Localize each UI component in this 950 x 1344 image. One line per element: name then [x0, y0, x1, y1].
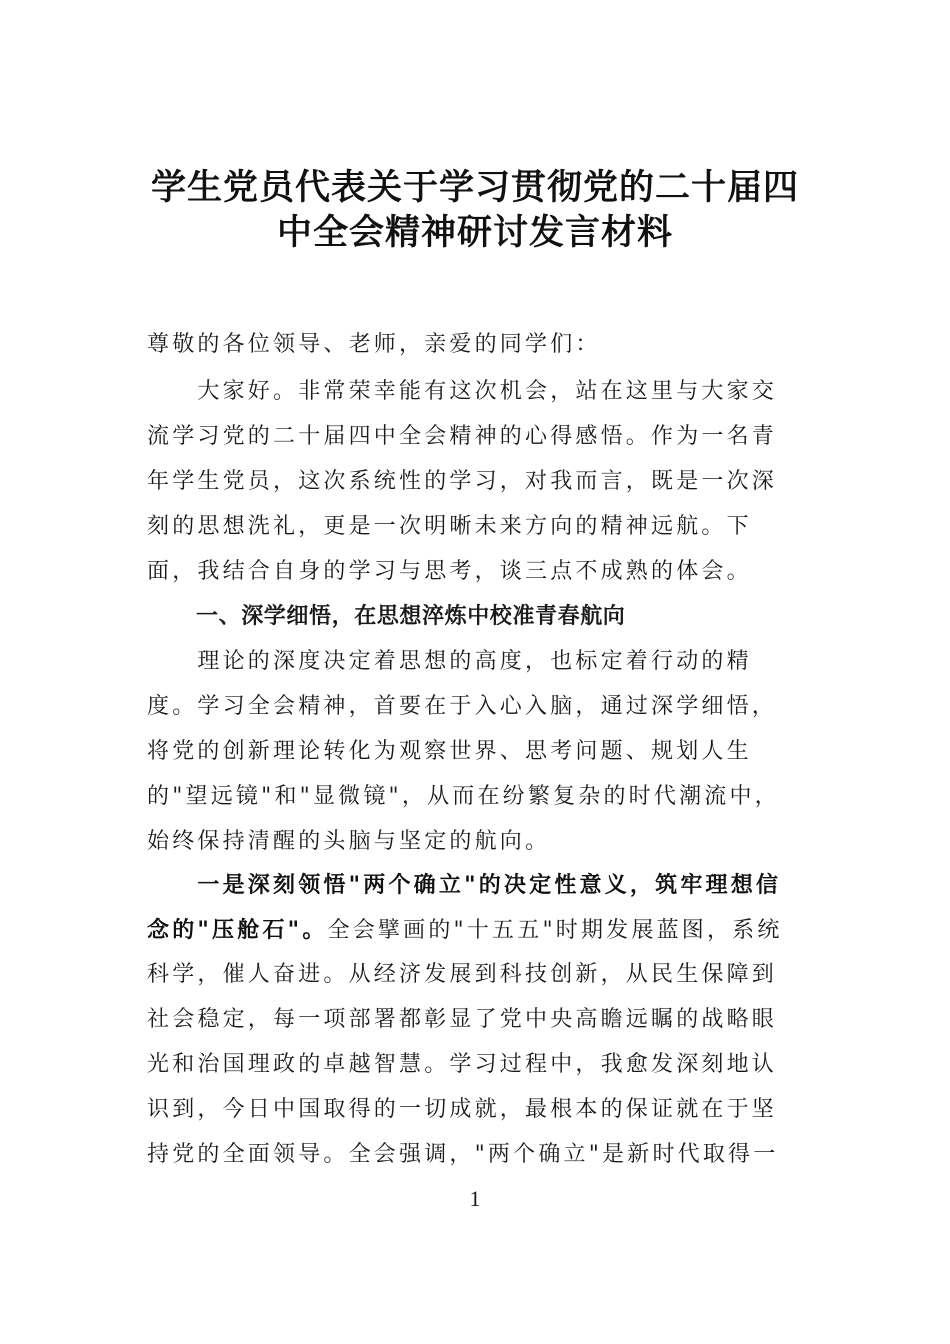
document-title-line-2: 中全会精神研讨发言材料: [276, 213, 673, 253]
intro-line: 大家好。非常荣幸能有这次机会，站在这里与大家交: [147, 379, 778, 404]
salutation: 尊敬的各位领导、老师，亲爱的同学们：: [147, 332, 601, 357]
section-1-line: 理论的深度决定着思想的高度，也标定着行动的精: [147, 649, 752, 674]
intro-line: 面，我结合自身的学习与思考，谈三点不成熟的体会。: [147, 559, 752, 584]
intro-line: 刻的思想洗礼，更是一次明晰未来方向的精神远航。下: [147, 514, 752, 539]
point-1-line: 识到，今日中国取得的一切成就，最根本的保证就在于坚: [147, 1097, 778, 1122]
point-1-line: 社会稳定，每一项部署都彰显了党中央高瞻远瞩的战略眼: [147, 1007, 778, 1032]
document-title-line-1: 学生党员代表关于学习贯彻党的二十届四: [150, 168, 799, 208]
section-1-line: 度。学习全会精神，首要在于入心入脑，通过深学细悟，: [147, 694, 778, 719]
point-1-line-2: [147, 915, 787, 946]
point-1-lead-rest: 全会擘画的"十五五"时期发展蓝图，系统: [327, 918, 783, 943]
point-1-line: 科学，催人奋进。从经济发展到科技创新，从民生保障到: [147, 962, 778, 987]
intro-line: 流学习党的二十届四中全会精神的心得感悟。作为一名青: [147, 424, 778, 449]
section-1-line: 始终保持清醒的头脑与坚定的航向。: [147, 829, 551, 854]
point-1-line: 光和治国理政的卓越智慧。学习过程中，我愈发深刻地认: [147, 1052, 778, 1077]
section-1-line: 将党的创新理论转化为观察世界、思考问题、规划人生: [147, 739, 752, 764]
point-1-line: 持党的全面领导。全会强调，"两个确立"是新时代取得一: [147, 1142, 779, 1167]
page-number: 1: [469, 1186, 481, 1211]
section-1-heading: 一、深学细悟，在思想淬炼中校准青春航向: [196, 604, 626, 629]
section-1-line: 的"望远镜"和"显微镜"，从而在纷繁复杂的时代潮流中，: [147, 784, 780, 809]
point-1-lead-end: 念的"压舱石"。: [147, 917, 328, 943]
point-1-lead-line: 一是深刻领悟"两个确立"的决定性意义，筑牢理想信: [147, 872, 782, 898]
intro-line: 年学生党员，这次系统性的学习，对我而言，既是一次深: [147, 469, 778, 494]
